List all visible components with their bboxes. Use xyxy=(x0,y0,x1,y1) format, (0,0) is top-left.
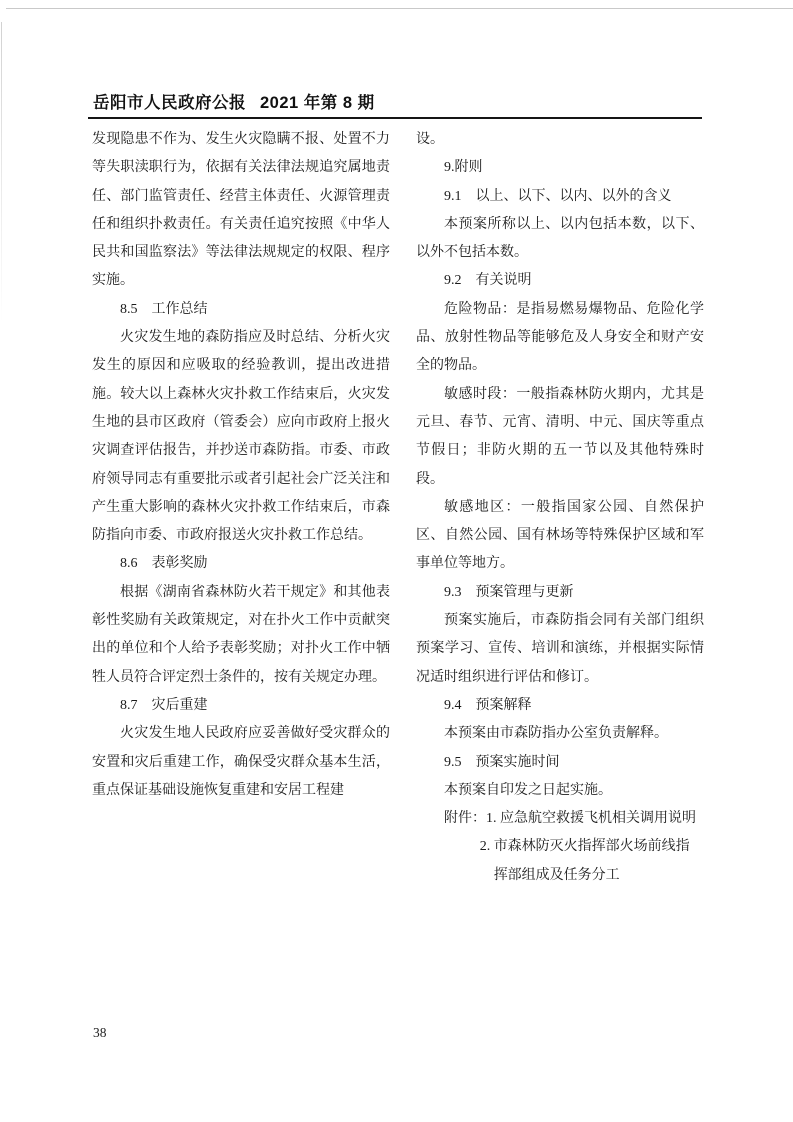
section-heading: 9.5 预案实施时间 xyxy=(444,754,560,770)
paragraph: 火灾发生地的森防指应及时总结、分析火灾发生的原因和应吸取的经验教训，提出改进措施。较大以上森林火灾扑救工作结束后，火灾发生地的县市区政府（管委会）应向市政府上报火灾调查评估报告，并抄送市森防指。市委、市政府领导同志有重要批示或者引起社会广泛关注和产生重大影响的森林火灾扑救工作结束后，市森防指向市委、市政府报送火灾扑救工作总结。 xyxy=(92,330,390,544)
header-rule xyxy=(88,117,702,119)
paragraph: 本预案自印发之日起实施。 xyxy=(444,782,612,798)
section-heading: 8.6 表彰奖励 xyxy=(120,556,208,572)
paragraph: 敏感地区：一般指国家公园、自然保护区、自然公园、国有林场等特殊保护区域和军事单位等地方。 xyxy=(416,499,704,572)
left-column xyxy=(92,126,390,890)
scan-edge-left xyxy=(1,22,2,322)
section-heading: 9.3 预案管理与更新 xyxy=(444,584,574,600)
attachment-line: 附件：1. 应急航空救援飞机相关调用说明 xyxy=(444,811,696,827)
document-body xyxy=(92,126,704,890)
gazette-title: 岳阳市人民政府公报 xyxy=(93,94,246,112)
paragraph: 设。 xyxy=(416,132,444,147)
section-heading: 8.7 灾后重建 xyxy=(120,697,208,713)
running-head xyxy=(93,93,375,113)
page-number: 38 xyxy=(93,1025,107,1040)
section-heading: 9.4 预案解释 xyxy=(444,697,532,713)
scan-edge-top xyxy=(6,8,793,9)
paragraph: 危险物品：是指易燃易爆物品、危险化学品、放射性物品等能够危及人身安全和财产安全的物品。 xyxy=(416,301,704,374)
section-heading: 9.2 有关说明 xyxy=(444,273,532,289)
paragraph: 根据《湖南省森林防火若干规定》和其他表彰性奖励有关政策规定，对在扑火工作中贡献突出的单位和个人给予表彰奖励；对扑火工作中牺牲人员符合评定烈士条件的，按有关规定办理。 xyxy=(92,584,390,685)
section-heading: 9.附则 xyxy=(444,160,483,176)
paragraph: 本预案由市森防指办公室负责解释。 xyxy=(444,726,668,742)
gazette-issue: 2021 年第 8 期 xyxy=(260,94,375,112)
paragraph: 预案实施后，市森防指会同有关部门组织预案学习、宣传、培训和演练，并根据实际情况适时组织进行评估和修订。 xyxy=(416,613,704,685)
paragraph: 发现隐患不作为、发生火灾隐瞒不报、处置不力等失职渎职行为，依据有关法律法规追究属地责任、部门监管责任、经营主体责任、火源管理责任和组织扑救责任。有关责任追究按照《中华人民共和国监察法》等法律法规规定的权限、程序实施。 xyxy=(92,132,390,289)
attachment-line: 挥部组成及任务分工 xyxy=(493,867,620,883)
paragraph: 敏感时段：一般指森林防火期内，尤其是元旦、春节、元宵、清明、中元、国庆等重点节假日；非防火期的五一节以及其他特殊时段。 xyxy=(416,386,704,487)
paragraph: 本预案所称以上、以内包括本数，以下、以外不包括本数。 xyxy=(416,216,704,261)
section-heading: 9.1 以上、以下、以内、以外的含义 xyxy=(444,188,672,204)
paragraph: 火灾发生地人民政府应妥善做好受灾群众的安置和灾后重建工作，确保受灾群众基本生活，重点保证基础设施恢复重建和安居工程建 xyxy=(92,726,390,798)
attachment-line: 2. 市森林防灭火指挥部火场前线指 xyxy=(479,839,690,855)
right-column xyxy=(416,126,704,890)
section-heading: 8.5 工作总结 xyxy=(120,301,208,317)
